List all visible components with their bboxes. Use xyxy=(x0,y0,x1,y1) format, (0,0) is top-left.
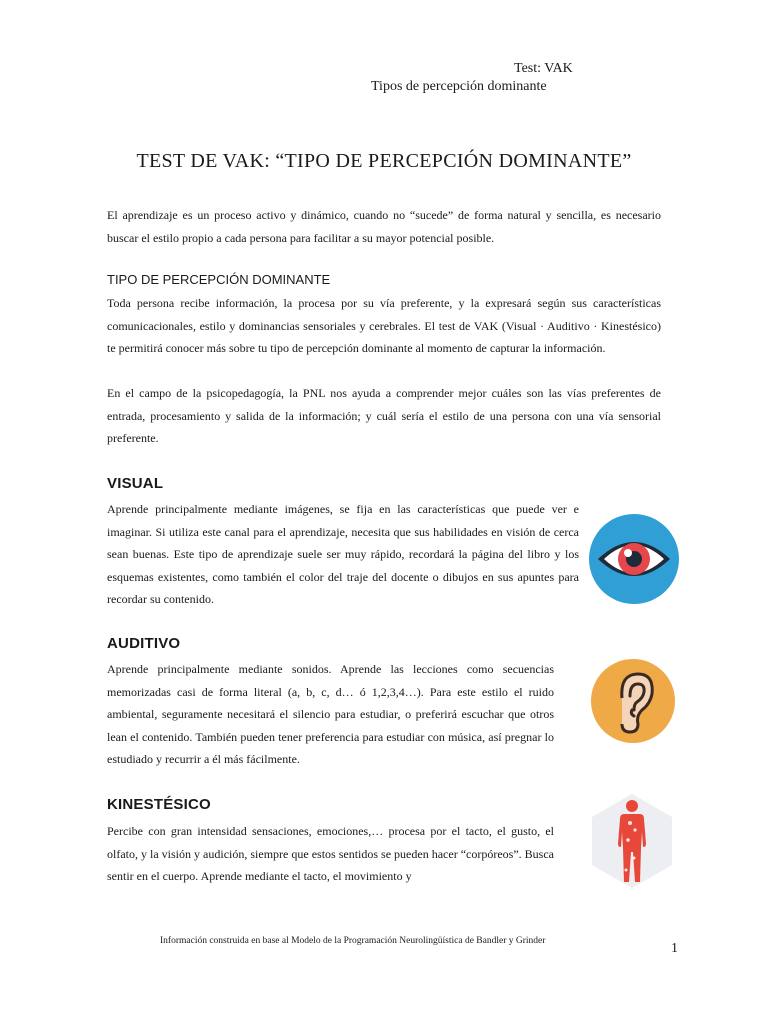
header-subtitle: Tipos de percepción dominante xyxy=(371,79,547,94)
auditivo-heading: AUDITIVO xyxy=(107,635,181,652)
page-number: 1 xyxy=(671,941,678,956)
footer-note: Información construida en base al Modelo de la Programación Neurolingüística de Bandler y Grinder xyxy=(160,936,546,946)
visual-paragraph: Aprende principalmente mediante imágenes, se fija en las características que puede ver e imaginar. Si utiliza este canal para el aprendizaje, necesita que sus habilidades en visión de cerca sean buenas. Este tipo de aprendizaje suele ser muy rápido, recordará la página del libro y los esquemas existentes, como también el color del traje del docente o dibujos en sus apuntes para recordar su contenido. xyxy=(107,502,579,606)
visual-heading: VISUAL xyxy=(107,475,164,492)
kinestesico-paragraph: Percibe con gran intensidad sensaciones, emociones,… procesa por el tacto, el gusto, el olfato, y la visión y audición, siempre que estos sentidos se pueden hacer “corpóreos”. Busca sentir en el cuerpo. Aprende mediante el tacto, el movimiento y xyxy=(107,824,554,883)
intro-paragraph: El aprendizaje es un proceso activo y dinámico, cuando no “sucede” de forma natural y sencilla, es necesario buscar el estilo propio a cada persona para facilitar a su mayor potencial posible. xyxy=(107,208,661,245)
tipo-paragraph-2: En el campo de la psicopedagogía, la PNL nos ayuda a comprender mejor cuáles son las vías preferentes de entrada, procesamiento y salida de la información; y cuál sería el estilo de una persona con una vía sensorial preferente. xyxy=(107,386,661,445)
ear-icon xyxy=(590,658,676,744)
page-title: TEST DE VAK: “TIPO DE PERCEPCIÓN DOMINANTE” xyxy=(136,150,632,172)
tipo-heading: TIPO DE PERCEPCIÓN DOMINANTE xyxy=(107,272,331,287)
kinestesico-heading: KINESTÉSICO xyxy=(107,796,211,813)
auditivo-paragraph: Aprende principalmente mediante sonidos. Aprende las lecciones como secuencias memorizadas casi de forma literal (a, b, c, d… ó 1,2,3,4…). Para este estilo el ruido ambiental, seguramente necesitará el silencio para estudiar, o preferirá escuchar que otros lean el contenido. También pueden tener preferencia para estudiar con música, así pregnar lo estudiado y recurrir a él más fácilmente. xyxy=(107,662,554,766)
human-body-icon xyxy=(588,792,676,890)
tipo-paragraph-1: Toda persona recibe información, la procesa por su vía preferente, y la expresará según sus características comunicacionales, estilo y dominancias sensoriales y cerebrales. El test de VAK (Visual · Auditivo · Kinestésico) te permitirá conocer más sobre tu tipo de percepción dominante al momento de capturar la información. xyxy=(107,296,661,355)
header-test-label: Test: VAK xyxy=(514,61,573,76)
eye-icon xyxy=(588,513,680,605)
